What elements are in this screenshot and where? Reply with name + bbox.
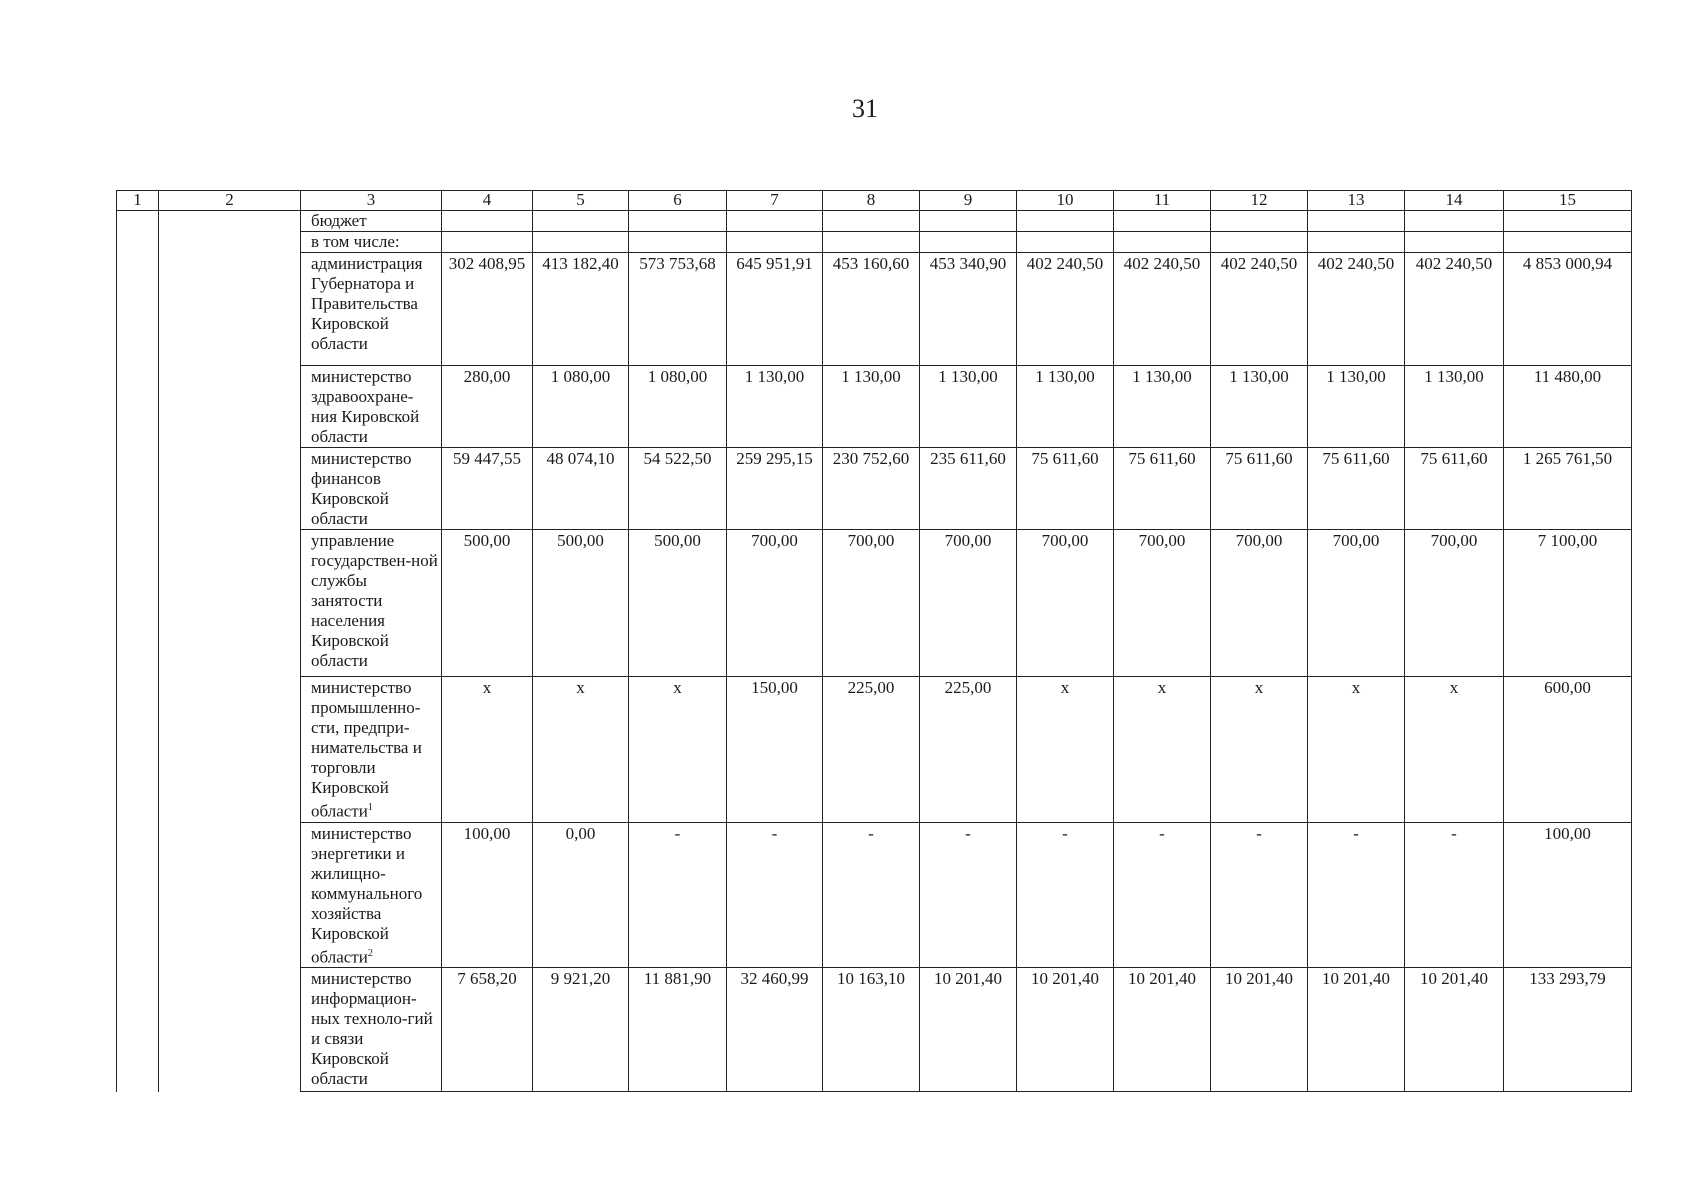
value-cell: 1 130,00 [1308, 366, 1405, 448]
value-cell: 500,00 [533, 530, 629, 677]
value-cell: 413 182,40 [533, 253, 629, 366]
value-cell [533, 211, 629, 232]
row-name-cell [301, 211, 442, 232]
value-cell: 700,00 [1017, 530, 1114, 677]
value-cell: - [823, 822, 920, 968]
value-cell: 9 921,20 [533, 968, 629, 1092]
row-name-cell [301, 968, 442, 1092]
value-cell: - [629, 822, 727, 968]
value-cell: 600,00 [1504, 677, 1632, 823]
value-cell: 1 130,00 [823, 366, 920, 448]
value-cell [1308, 211, 1405, 232]
value-cell: 4 853 000,94 [1504, 253, 1632, 366]
value-cell [1405, 211, 1504, 232]
column-header: 6 [629, 191, 727, 211]
value-cell: 700,00 [727, 530, 823, 677]
value-cell [823, 232, 920, 253]
value-cell: 133 293,79 [1504, 968, 1632, 1092]
row-name-cell [301, 232, 442, 253]
value-cell [1114, 211, 1211, 232]
value-cell: 259 295,15 [727, 448, 823, 530]
value-cell [629, 232, 727, 253]
value-cell: 1 130,00 [1405, 366, 1504, 448]
value-cell: x [629, 677, 727, 823]
value-cell: 700,00 [1114, 530, 1211, 677]
column-header: 4 [442, 191, 533, 211]
table-row [117, 448, 1632, 530]
row-name: министерство энергетики и жилищно-коммунального хозяйства Кировской области [311, 823, 423, 967]
value-cell: - [1308, 822, 1405, 968]
value-cell: - [1114, 822, 1211, 968]
value-cell [920, 232, 1017, 253]
value-cell: 402 240,50 [1405, 253, 1504, 366]
row-name-cell [301, 530, 442, 677]
table-row [117, 366, 1632, 448]
value-cell: 10 163,10 [823, 968, 920, 1092]
value-cell: 1 130,00 [920, 366, 1017, 448]
value-cell: 75 611,60 [1017, 448, 1114, 530]
value-cell: 1 130,00 [1211, 366, 1308, 448]
row-name: управление государствен-ной службы занятости населения Кировской области [311, 531, 438, 670]
value-cell: 0,00 [533, 822, 629, 968]
value-cell: 700,00 [1308, 530, 1405, 677]
value-cell: 1 130,00 [1114, 366, 1211, 448]
value-cell: - [727, 822, 823, 968]
value-cell: 700,00 [1405, 530, 1504, 677]
value-cell: 100,00 [442, 822, 533, 968]
value-cell: 75 611,60 [1211, 448, 1308, 530]
value-cell: 75 611,60 [1114, 448, 1211, 530]
row-name: министерство информацион-ных техноло-гий и связи Кировской области [311, 969, 433, 1089]
row-name-cell [301, 253, 442, 366]
value-cell [1017, 211, 1114, 232]
value-cell: 302 408,95 [442, 253, 533, 366]
value-cell: 402 240,50 [1114, 253, 1211, 366]
value-cell [1504, 232, 1632, 253]
value-cell [442, 211, 533, 232]
value-cell: 75 611,60 [1405, 448, 1504, 530]
value-cell [1017, 232, 1114, 253]
budget-table [116, 190, 1632, 1092]
value-cell: x [1017, 677, 1114, 823]
value-cell [533, 232, 629, 253]
footnote-marker: 2 [367, 947, 373, 959]
value-cell: 32 460,99 [727, 968, 823, 1092]
value-cell: 402 240,50 [1308, 253, 1405, 366]
row-name-cell [301, 366, 442, 448]
column-header: 2 [159, 191, 301, 211]
value-cell: 100,00 [1504, 822, 1632, 968]
value-cell: 700,00 [823, 530, 920, 677]
value-cell [1405, 232, 1504, 253]
value-cell: 402 240,50 [1211, 253, 1308, 366]
value-cell: 10 201,40 [1017, 968, 1114, 1092]
column-header: 11 [1114, 191, 1211, 211]
value-cell: 280,00 [442, 366, 533, 448]
value-cell: 150,00 [727, 677, 823, 823]
column-header: 10 [1017, 191, 1114, 211]
value-cell: 453 340,90 [920, 253, 1017, 366]
value-cell: 402 240,50 [1017, 253, 1114, 366]
value-cell: 7 658,20 [442, 968, 533, 1092]
row-name: министерство промышленно-сти, предпри-нимательства и торговли Кировской области [311, 678, 422, 821]
column-header: 9 [920, 191, 1017, 211]
column-header: 7 [727, 191, 823, 211]
value-cell: 700,00 [1211, 530, 1308, 677]
table-row [117, 968, 1632, 1092]
value-cell: 10 201,40 [1308, 968, 1405, 1092]
value-cell: - [920, 822, 1017, 968]
row-name-cell [301, 448, 442, 530]
footnote-marker: 1 [367, 802, 373, 813]
value-cell: 235 611,60 [920, 448, 1017, 530]
value-cell [1308, 232, 1405, 253]
table-row [117, 677, 1632, 823]
value-cell: 75 611,60 [1308, 448, 1405, 530]
row-name: бюджет [311, 211, 367, 230]
row-name: администрация Губернатора и Правительства Кировской области [311, 254, 423, 353]
value-cell [1504, 211, 1632, 232]
value-cell: 453 160,60 [823, 253, 920, 366]
value-cell: - [1405, 822, 1504, 968]
table-row [117, 530, 1632, 677]
value-cell: 48 074,10 [533, 448, 629, 530]
value-cell: 11 881,90 [629, 968, 727, 1092]
value-cell: 7 100,00 [1504, 530, 1632, 677]
value-cell [920, 211, 1017, 232]
value-cell [1211, 211, 1308, 232]
value-cell: x [1405, 677, 1504, 823]
column-header: 5 [533, 191, 629, 211]
value-cell [442, 232, 533, 253]
value-cell: x [1114, 677, 1211, 823]
value-cell: 1 265 761,50 [1504, 448, 1632, 530]
value-cell: 10 201,40 [920, 968, 1017, 1092]
column-header: 1 [117, 191, 159, 211]
value-cell: 59 447,55 [442, 448, 533, 530]
column-header: 12 [1211, 191, 1308, 211]
column-header: 15 [1504, 191, 1632, 211]
value-cell: - [1211, 822, 1308, 968]
value-cell: 11 480,00 [1504, 366, 1632, 448]
table-row [117, 253, 1632, 366]
value-cell [727, 232, 823, 253]
table-row [117, 232, 1632, 253]
value-cell [1114, 232, 1211, 253]
value-cell: 10 201,40 [1405, 968, 1504, 1092]
row-name: министерство финансов Кировской области [311, 449, 412, 528]
value-cell [1211, 232, 1308, 253]
value-cell [823, 211, 920, 232]
value-cell: 230 752,60 [823, 448, 920, 530]
value-cell: 54 522,50 [629, 448, 727, 530]
page-number: 31 [852, 94, 878, 123]
value-cell: 500,00 [442, 530, 533, 677]
column-header: 3 [301, 191, 442, 211]
value-cell: 500,00 [629, 530, 727, 677]
row-name-cell [301, 822, 442, 968]
value-cell: x [442, 677, 533, 823]
column-header: 8 [823, 191, 920, 211]
value-cell: 10 201,40 [1114, 968, 1211, 1092]
value-cell: - [1017, 822, 1114, 968]
value-cell: 645 951,91 [727, 253, 823, 366]
column-number-row [117, 191, 1632, 211]
value-cell: x [1211, 677, 1308, 823]
row-name-cell [301, 677, 442, 823]
value-cell: x [1308, 677, 1405, 823]
col1-blank-cell [117, 211, 159, 1092]
value-cell: x [533, 677, 629, 823]
value-cell [727, 211, 823, 232]
value-cell: 225,00 [920, 677, 1017, 823]
value-cell: 1 080,00 [533, 366, 629, 448]
value-cell: 1 130,00 [1017, 366, 1114, 448]
value-cell: 1 080,00 [629, 366, 727, 448]
row-name: в том числе: [311, 232, 400, 251]
table-row [117, 822, 1632, 968]
table-row [117, 211, 1632, 232]
column-header: 14 [1405, 191, 1504, 211]
value-cell: 573 753,68 [629, 253, 727, 366]
row-name: министерство здравоохране-ния Кировской области [311, 367, 420, 446]
column-header: 13 [1308, 191, 1405, 211]
value-cell: 1 130,00 [727, 366, 823, 448]
value-cell: 225,00 [823, 677, 920, 823]
value-cell: 700,00 [920, 530, 1017, 677]
value-cell [629, 211, 727, 232]
value-cell: 10 201,40 [1211, 968, 1308, 1092]
col2-blank-cell [159, 211, 301, 1092]
